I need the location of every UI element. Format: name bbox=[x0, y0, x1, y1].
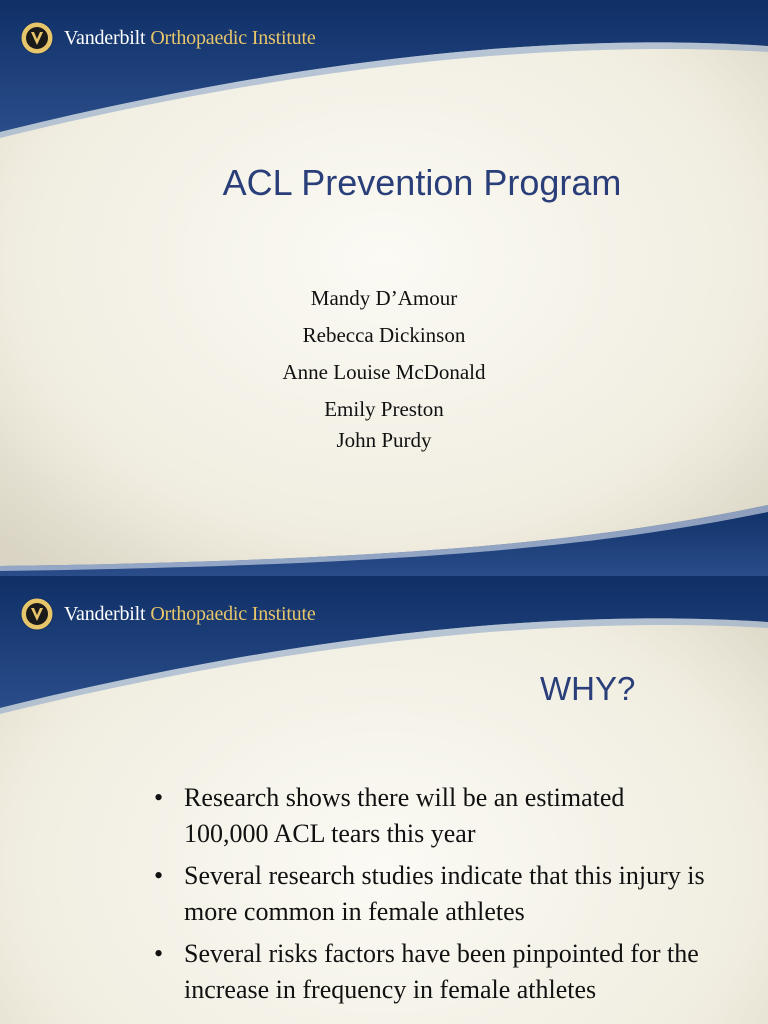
brand-logo bbox=[20, 596, 316, 632]
slide-title: ACL Prevention Program bbox=[222, 162, 622, 203]
brand-name-part1: Vanderbilt bbox=[64, 602, 146, 625]
brand-name bbox=[64, 603, 316, 626]
list-item bbox=[152, 936, 712, 1008]
vanderbilt-seal-icon bbox=[20, 21, 54, 55]
bullet-list bbox=[152, 780, 712, 1014]
slide-2 bbox=[0, 576, 768, 1024]
brand-logo bbox=[20, 20, 316, 56]
vanderbilt-seal-icon bbox=[20, 597, 54, 631]
bullet-icon: • bbox=[154, 939, 164, 968]
slide-title: WHY? bbox=[540, 670, 636, 707]
author-name: Emily Preston bbox=[324, 397, 444, 421]
brand-name-part1: Vanderbilt bbox=[64, 26, 146, 49]
author-name: Anne Louise McDonald bbox=[282, 360, 486, 384]
bullet-text: Several risks factors have been pinpointed for the increase in frequency in female athletes bbox=[184, 939, 699, 1004]
list-item bbox=[152, 858, 712, 930]
brand-name-part2: Orthopaedic Institute bbox=[150, 26, 316, 49]
author-name: John Purdy bbox=[336, 428, 432, 452]
bullet-icon: • bbox=[154, 783, 164, 812]
list-item bbox=[152, 780, 712, 852]
author-name: Mandy D’Amour bbox=[310, 286, 458, 310]
brand-name bbox=[64, 27, 316, 50]
bullet-icon: • bbox=[154, 861, 164, 890]
bullet-text: Research shows there will be an estimated 100,000 ACL tears this year bbox=[184, 783, 625, 848]
author-name: Rebecca Dickinson bbox=[302, 323, 466, 347]
bullet-text: Several research studies indicate that this injury is more common in female athletes bbox=[184, 861, 705, 926]
brand-name-part2: Orthopaedic Institute bbox=[150, 602, 316, 625]
